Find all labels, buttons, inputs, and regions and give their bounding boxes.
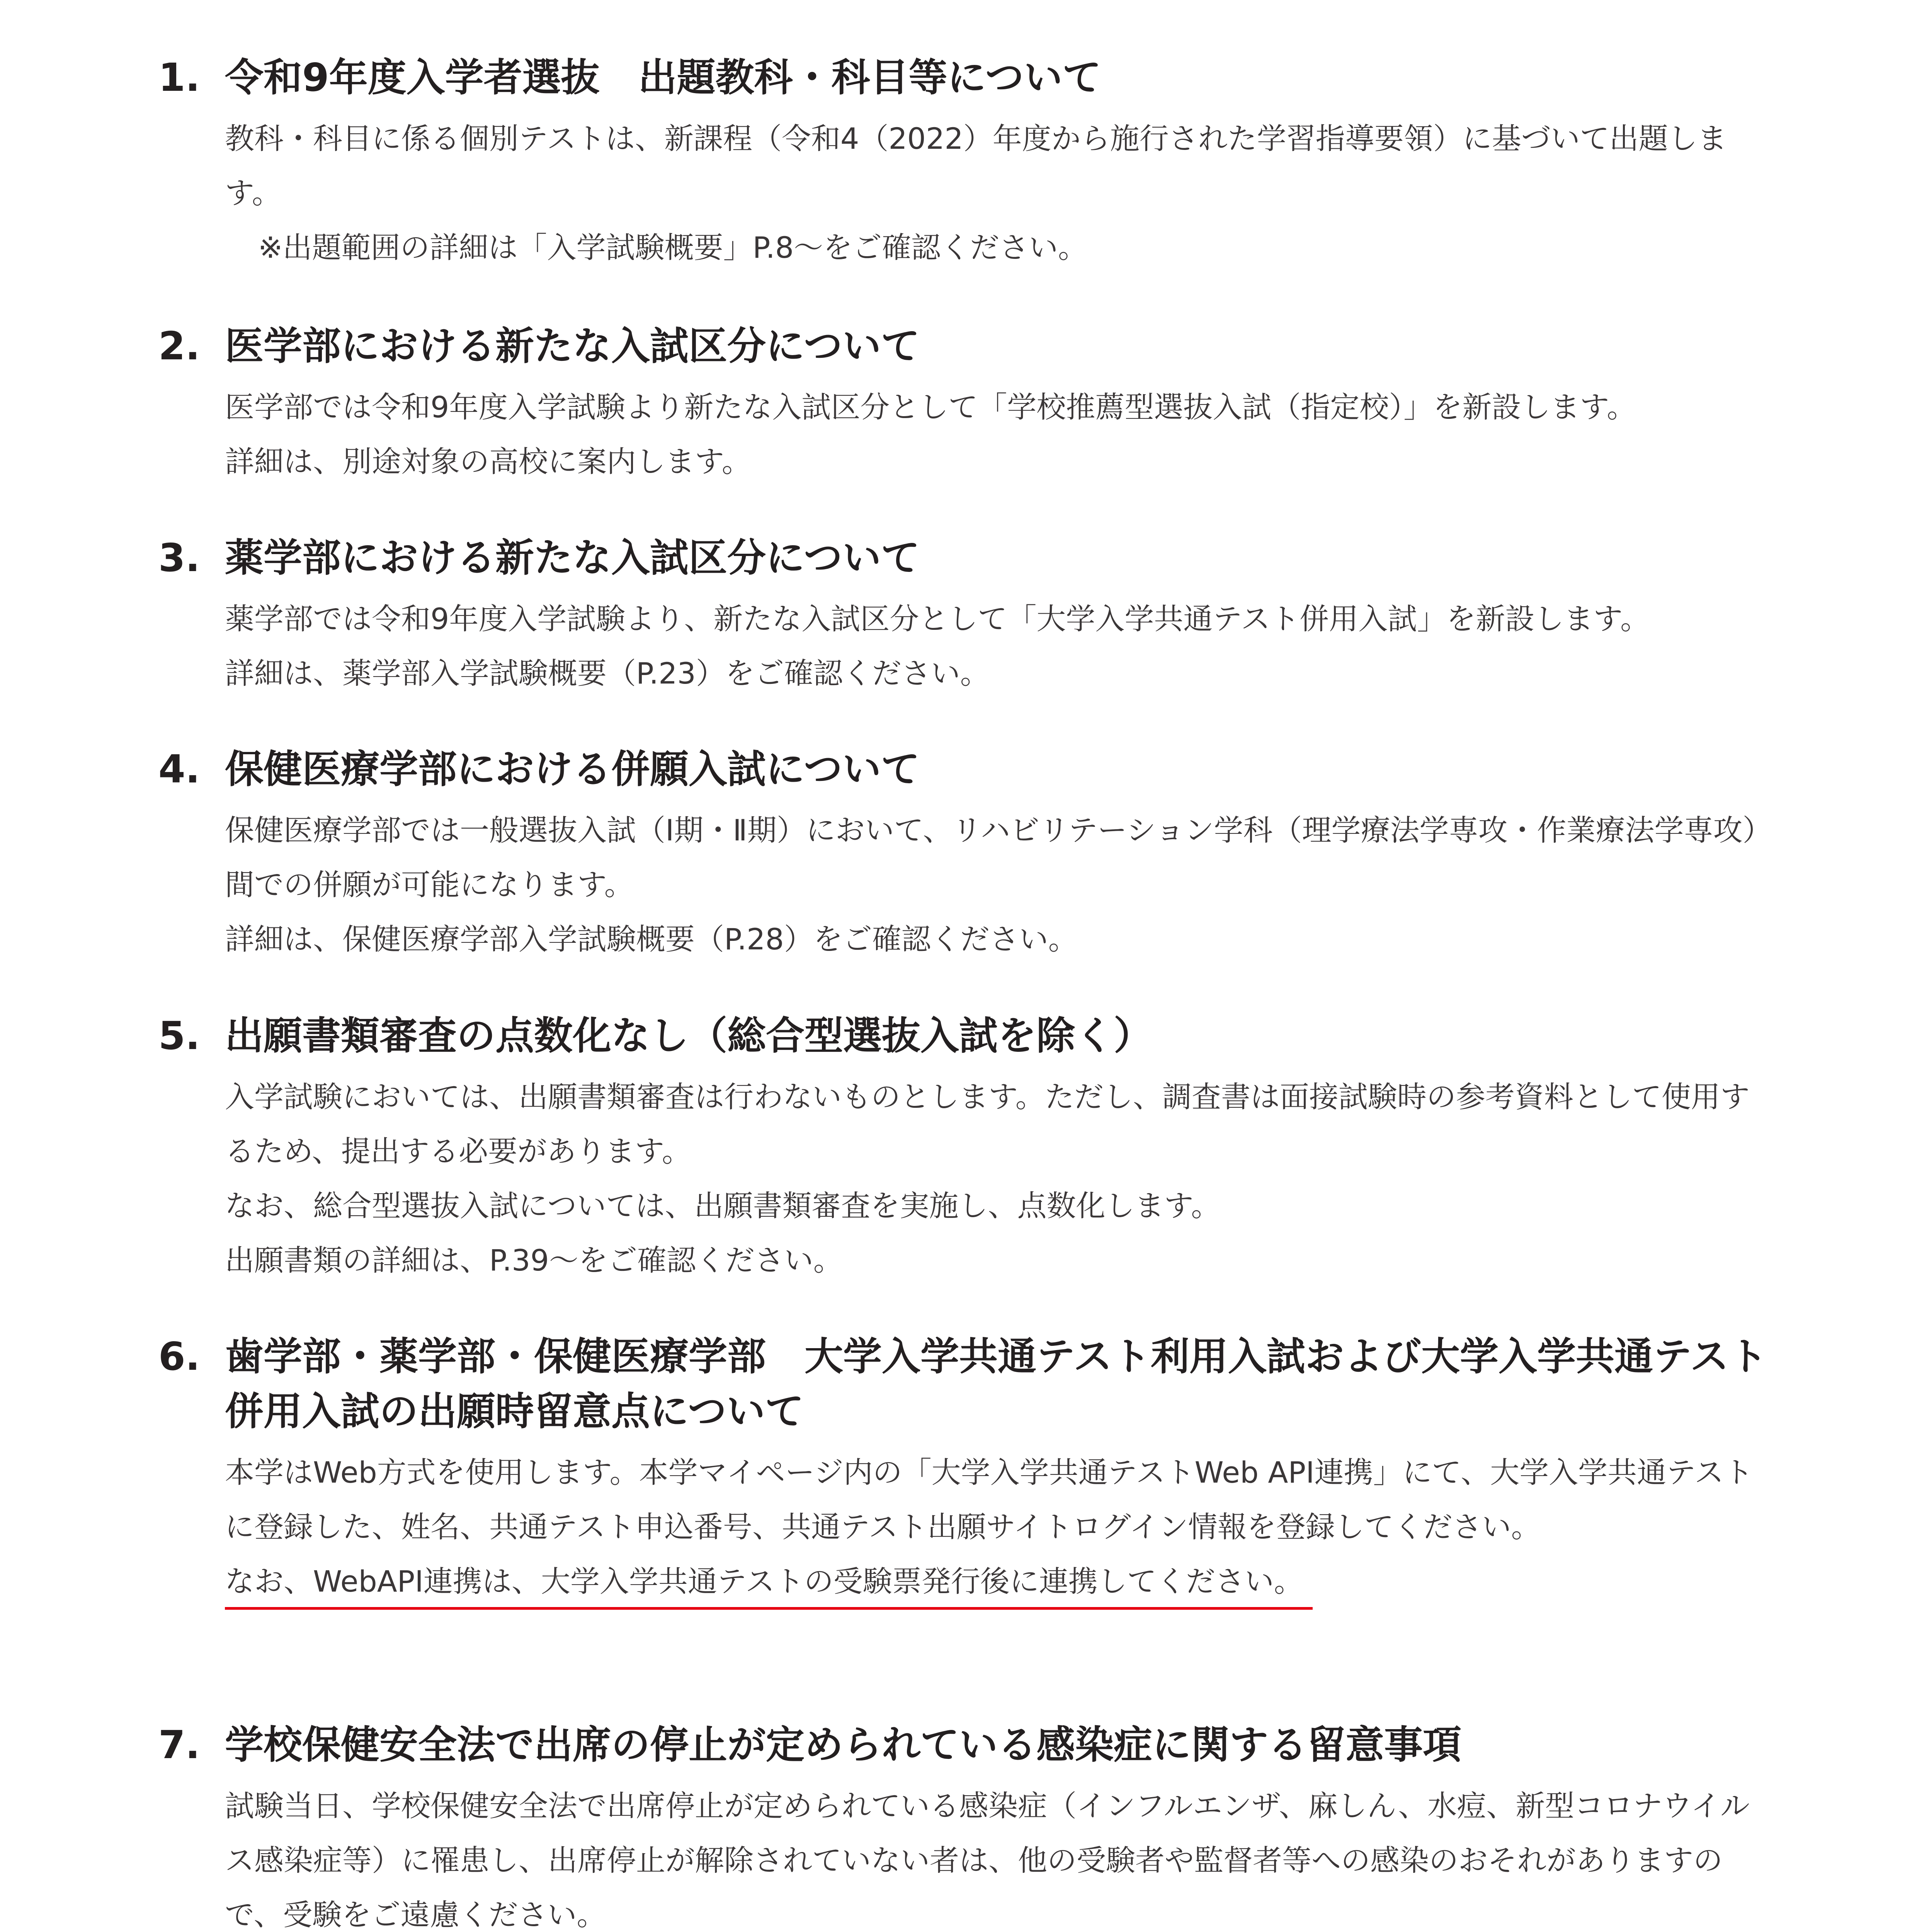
section-body xyxy=(225,592,1774,701)
section-body xyxy=(225,803,1774,966)
section-title: 学校保健安全法で出席の停止が定められている感染症に関する留意事項 xyxy=(225,1722,1461,1767)
paragraph: 教科・科目に係る個別テストは、新課程（令和4（2022）年度から施行された学習指導要領）に基づいて出題します。 xyxy=(225,121,1727,210)
paragraph: 試験当日、学校保健安全法で出席停止が定められている感染症（インフルエンザ、麻しん、水痘、新型コロナウイルス感染症等）に罹患し、出席停止が解除されていない者は、他の受験者や監督者等への感染のおそれがありますので、受験をご遠慮ください。 xyxy=(225,1789,1750,1932)
section-body xyxy=(225,1779,1774,1932)
section-heading xyxy=(158,50,1781,105)
section-number: 5. xyxy=(158,1013,200,1058)
paragraph: 詳細は、保健医療学部入学試験概要（P.28）をご確認ください。 xyxy=(225,922,1078,956)
note-text: ※出題範囲の詳細は「入学試験概要」P.8～をご確認ください。 xyxy=(258,230,1088,265)
section-title: 保健医療学部における併願入試について xyxy=(225,747,920,792)
paragraph: 医学部では令和9年度入学試験より新たな入試区分として「学校推薦型選抜入試（指定校）」を新設します。 xyxy=(225,390,1636,424)
paragraph: 薬学部では令和9年度入学試験より、新たな入試区分として「大学入学共通テスト併用入試」を新設します。 xyxy=(225,602,1650,636)
paragraph: 詳細は、薬学部入学試験概要（P.23）をご確認ください。 xyxy=(225,656,990,690)
section-title: 出願書類審査の点数化なし（総合型選抜入試を除く） xyxy=(225,1013,1152,1058)
section-heading xyxy=(158,1009,1781,1063)
underlined-notice: なお、WebAPI連携は、大学入学共通テストの受験票発行後に連携してください。 xyxy=(225,1556,1313,1610)
section-1 xyxy=(158,50,1781,275)
paragraph: 出願書類の詳細は、P.39～をご確認ください。 xyxy=(225,1243,843,1277)
section-heading xyxy=(158,531,1781,585)
paragraph: 保健医療学部では一般選抜入試（Ⅰ期・Ⅱ期）において、リハビリテーション学科（理学療法学専攻・作業療法学専攻）間での併願が可能になります。 xyxy=(225,813,1772,902)
section-5 xyxy=(158,1009,1781,1287)
section-3 xyxy=(158,531,1781,701)
section-body xyxy=(225,111,1774,275)
section-title: 医学部における新たな入試区分について xyxy=(225,323,920,369)
section-body xyxy=(225,1070,1774,1287)
underlined-paragraph xyxy=(225,1554,1774,1610)
section-title: 令和9年度入学者選抜 出題教科・科目等について xyxy=(225,55,1101,100)
section-body xyxy=(225,1445,1774,1610)
section-4 xyxy=(158,742,1781,966)
section-number: 3. xyxy=(158,535,200,580)
section-number: 1. xyxy=(158,55,200,100)
section-heading xyxy=(158,742,1781,797)
section-heading xyxy=(158,1718,1781,1772)
section-title: 歯学部・薬学部・保健医療学部 大学入学共通テスト利用入試および大学入学共通テスト併用入試の出願時留意点について xyxy=(225,1334,1767,1434)
section-7 xyxy=(158,1718,1781,1932)
section-body xyxy=(225,380,1774,489)
section-heading xyxy=(158,319,1781,374)
paragraph: なお、総合型選抜入試については、出願書類審査を実施し、点数化します。 xyxy=(225,1189,1221,1223)
section-number: 7. xyxy=(158,1722,200,1767)
paragraph: 本学はWeb方式を使用します。本学マイページ内の「大学入学共通テストWeb API連携」にて、大学入学共通テストに登録した、姓名、共通テスト申込番号、共通テスト出願サイトログイン情報を登録してください。 xyxy=(225,1455,1754,1544)
section-number: 2. xyxy=(158,323,200,369)
section-number: 6. xyxy=(158,1334,200,1379)
section-number: 4. xyxy=(158,747,200,792)
section-6 xyxy=(158,1329,1781,1610)
section-2 xyxy=(158,319,1781,489)
section-title: 薬学部における新たな入試区分について xyxy=(225,535,920,580)
paragraph: 詳細は、別途対象の高校に案内します。 xyxy=(225,444,751,479)
paragraph: 入学試験においては、出願書類審査は行わないものとします。ただし、調査書は面接試験時の参考資料として使用するため、提出する必要があります。 xyxy=(225,1080,1750,1168)
section-heading xyxy=(158,1329,1781,1439)
